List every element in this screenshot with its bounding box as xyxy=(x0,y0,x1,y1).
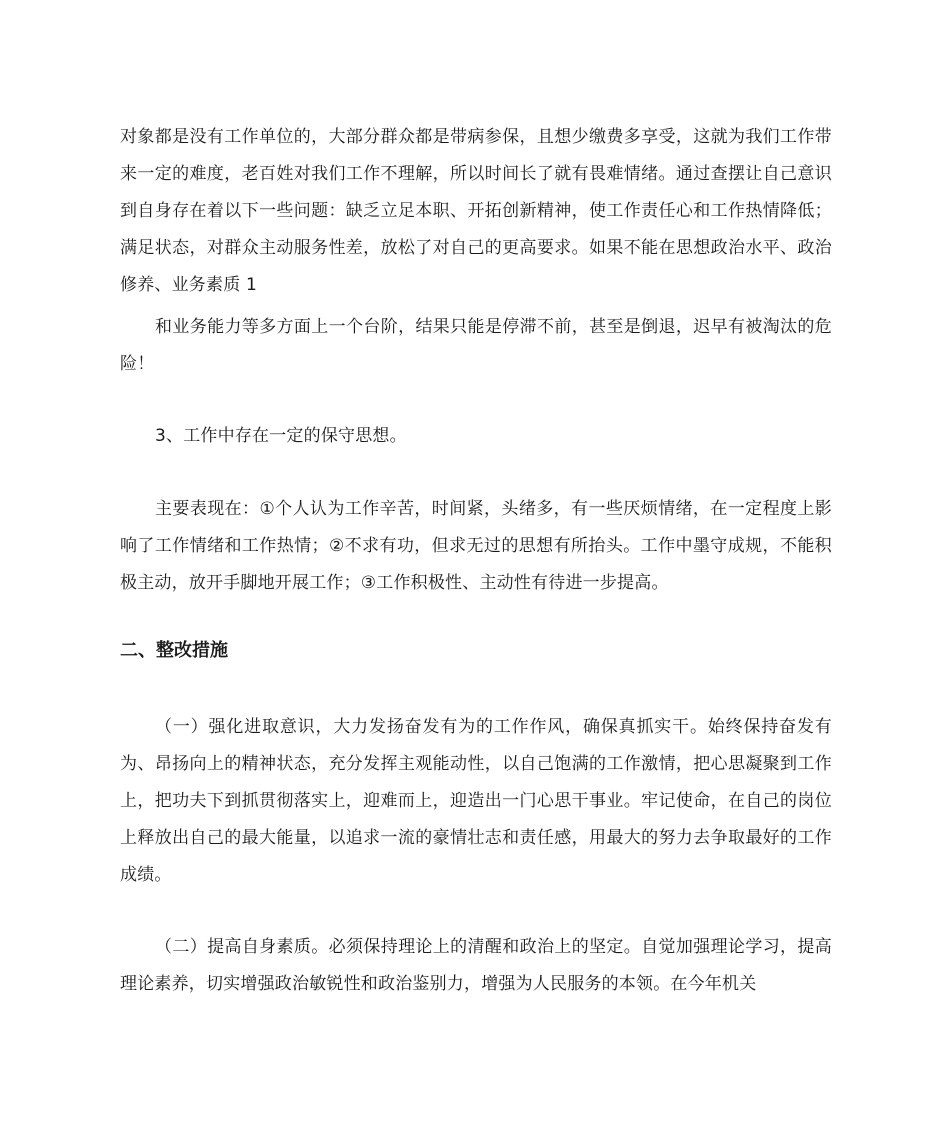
section-heading-rectification: 二、整改措施 xyxy=(120,640,228,661)
paragraph-item-3: 3、工作中存在一定的保守思想。 xyxy=(155,426,407,446)
paragraph-problems-continued: 对象都是没有工作单位的，大部分群众都是带病参保，且想少缴费多享受，这就为我们工作带来一定的难度，老百姓对我们工作不理解，所以时间长了就有畏难情绪。通过查摆让自己意识到自身存在着以下一些问题：缺乏立足本职、开拓创新精神，使工作责任心和工作热情降低；满足状态，对群众主动服务性差，放松了对自己的更高要求。如果不能在思想政治水平、政治修养、业务素质 1 xyxy=(120,127,832,295)
paragraph-measure-1: （一）强化进取意识，大力发扬奋发有为的工作作风，确保真抓实干。始终保持奋发有为、昂扬向上的精神状态，充分发挥主观能动性，以自己饱满的工作激情，把心思凝聚到工作上，把功夫下到抓贯彻落实上，迎难而上，迎造出一门心思干事业。牢记使命，在自己的岗位上释放出自己的最大能量，以追求一流的豪情壮志和责任感，用最大的努力去争取最好的工作成绩。 xyxy=(120,717,832,885)
paragraph-main-manifestations: 主要表现在：①个人认为工作辛苦，时间紧，头绪多，有一些厌烦情绪，在一定程度上影响了工作情绪和工作热情；②不求有功，但求无过的思想有所抬头。工作中墨守成规，不能积极主动，放开手脚地开展工作；③工作积极性、主动性有待进一步提高。 xyxy=(120,499,832,593)
paragraph-measure-2: （二）提高自身素质。必须保持理论上的清醒和政治上的坚定。自觉加强理论学习，提高理论素养，切实增强政治敏锐性和政治鉴别力，增强为人民服务的本领。在今年机关 xyxy=(120,937,832,994)
paragraph-business-ability: 和业务能力等多方面上一个台阶，结果只能是停滞不前，甚至是倒退，迟早有被淘汰的危险！ xyxy=(120,317,832,374)
